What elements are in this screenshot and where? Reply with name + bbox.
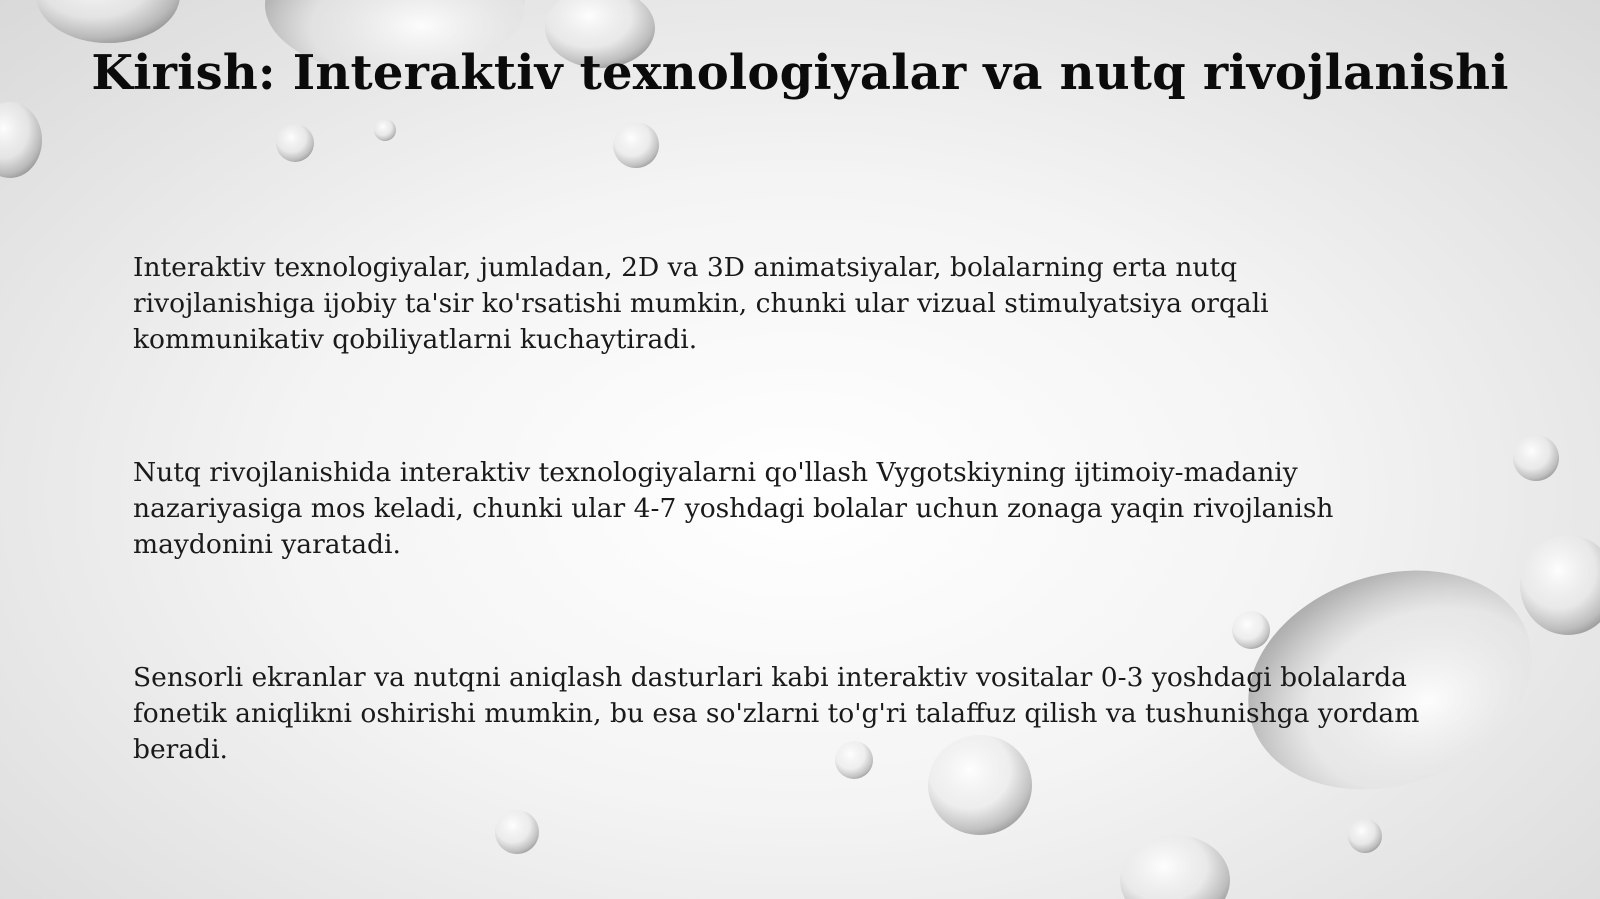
- droplet: [276, 124, 314, 162]
- droplet: [1348, 819, 1382, 853]
- droplet: [1120, 835, 1230, 899]
- slide-body: [133, 250, 1533, 768]
- paragraph-2: Nutq rivojlanishida interaktiv texnologiyalarni qo'llash Vygotskiyning ijtimoiy-madaniy nazariyasiga mos keladi, chunki ular 4-7 yoshdagi bolalar uchun zonaga yaqin rivojlanish maydonini yaratadi.: [133, 457, 1334, 560]
- droplet: [36, 0, 180, 43]
- slide-title: Kirish: Interaktiv texnologiyalar va nutq rivojlanishi: [91, 45, 1509, 101]
- droplet: [374, 119, 396, 141]
- paragraph-3: Sensorli ekranlar va nutqni aniqlash dasturlari kabi interaktiv vositalar 0-3 yoshdagi bolalarda fonetik aniqlikni oshirishi mumkin, bu esa so'zlarni to'g'ri talaffuz qilish va tushunishga yordam beradi.: [133, 662, 1420, 765]
- droplet: [0, 102, 42, 178]
- droplet: [613, 122, 659, 168]
- paragraph-1: Interaktiv texnologiyalar, jumladan, 2D va 3D animatsiyalar, bolalarning erta nutq rivojlanishiga ijobiy ta'sir ko'rsatishi mumkin, chunki ular vizual stimulyatsiya orqali kommunikativ qobiliyatlarni kuchaytiradi.: [133, 252, 1269, 355]
- droplet: [495, 810, 539, 854]
